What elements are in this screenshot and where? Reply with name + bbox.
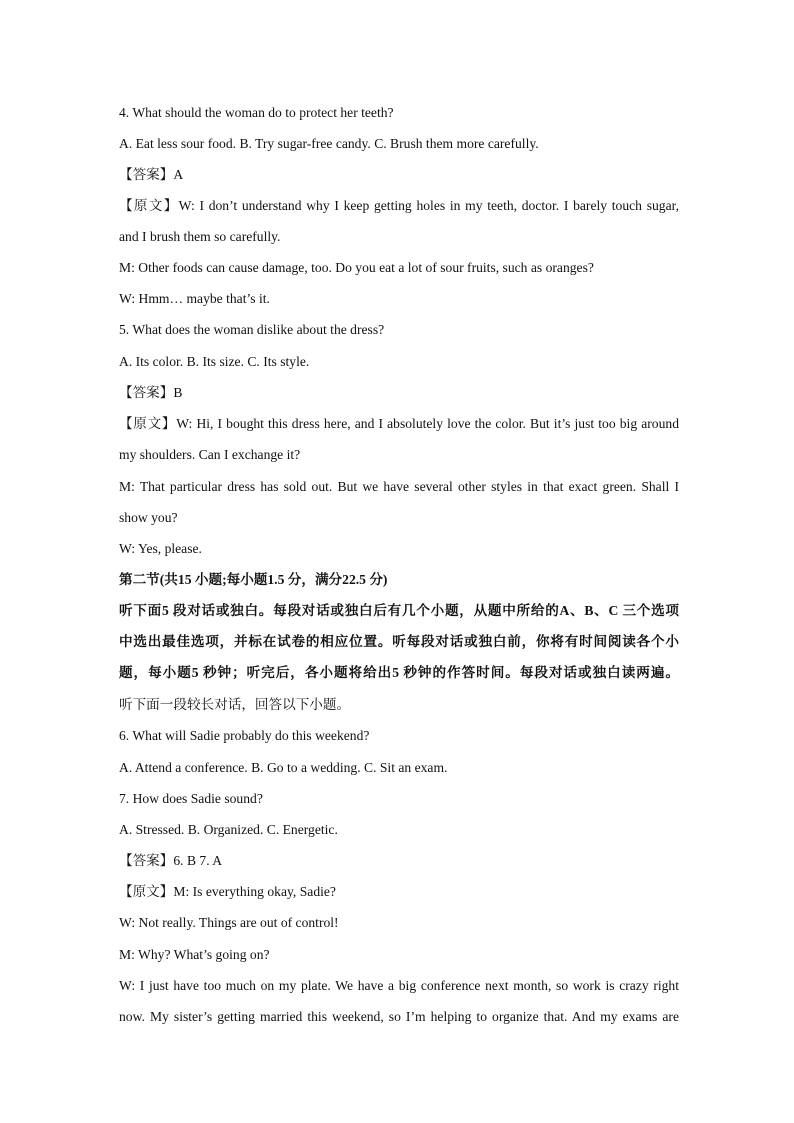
transcript-5-line-4: show you?	[119, 510, 178, 525]
transcript-6-line-3: M: Why? What’s going on?	[119, 947, 270, 962]
transcript-5-line-2: my shoulders. Can I exchange it?	[119, 447, 301, 462]
instructions-line-3: 题，每小题5 秒钟；听完后，各小题将给出5 秒钟的作答时间。每段对话或独白读两遍。	[119, 665, 679, 680]
transcript-4-line-2: and I brush them so carefully.	[119, 229, 281, 244]
answer-6-7: 【答案】6. B 7. A	[119, 853, 223, 868]
transcript-4-line-1: 【原文】W: I don’t understand why I keep getting holes in my teeth, doctor. I barely touch sugar,	[119, 198, 679, 213]
transcript-6-line-4: W: I just have too much on my plate. We have a big conference next month, so work is crazy right	[119, 978, 679, 993]
transcript-6-line-1: 【原文】M: Is everything okay, Sadie?	[119, 884, 336, 899]
transcript-5-line-3: M: That particular dress has sold out. But we have several other styles in that exact green. Shall I	[119, 479, 679, 494]
answer-4: 【答案】A	[119, 167, 184, 182]
answer-5: 【答案】B	[119, 385, 183, 400]
transcript-6-line-5: now. My sister’s getting married this weekend, so I’m helping to organize that. And my exams are	[119, 1009, 679, 1024]
question-5: 5. What does the woman dislike about the dress?	[119, 322, 385, 337]
question-6-options: A. Attend a conference. B. Go to a wedding. C. Sit an exam.	[119, 760, 448, 775]
transcript-6-line-2: W: Not really. Things are out of control!	[119, 915, 339, 930]
instructions-line-1: 听下面5 段对话或独白。每段对话或独白后有几个小题，从题中所给的A、B、C 三个选项	[119, 603, 679, 618]
question-7-options: A. Stressed. B. Organized. C. Energetic.	[119, 822, 338, 837]
transcript-5-line-5: W: Yes, please.	[119, 541, 202, 556]
listening-prompt: 听下面一段较长对话，回答以下小题。	[119, 697, 351, 712]
transcript-4-line-3: M: Other foods can cause damage, too. Do you eat a lot of sour fruits, such as oranges?	[119, 260, 594, 275]
question-4: 4. What should the woman do to protect her teeth?	[119, 105, 394, 120]
question-5-options: A. Its color. B. Its size. C. Its style.	[119, 354, 310, 369]
question-4-options: A. Eat less sour food. B. Try sugar-free candy. C. Brush them more carefully.	[119, 136, 539, 151]
section-heading: 第二节(共15 小题;每小题1.5 分，满分22.5 分)	[119, 572, 388, 587]
transcript-4-line-4: W: Hmm… maybe that’s it.	[119, 291, 270, 306]
instructions-line-2: 中选出最佳选项，并标在试卷的相应位置。听每段对话或独白前，你将有时间阅读各个小	[119, 634, 679, 649]
question-7: 7. How does Sadie sound?	[119, 791, 263, 806]
transcript-5-line-1: 【原文】W: Hi, I bought this dress here, and I absolutely love the color. But it’s just too big around	[119, 416, 679, 431]
question-6: 6. What will Sadie probably do this weekend?	[119, 728, 370, 743]
